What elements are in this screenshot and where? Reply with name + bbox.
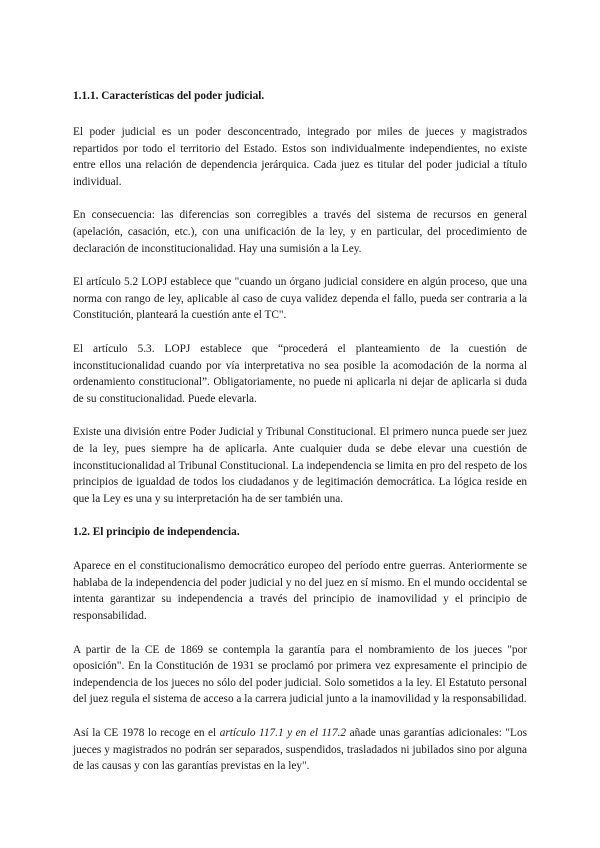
paragraph: En consecuencia: las diferencias son corregibles a través del sistema de recursos en general (apelación, casación, etc.), con una unificación de la ley, y en particular, del procedimiento de declaración de inconstitucionalidad. Hay una sumisión a la Ley.: [73, 209, 527, 255]
paragraph: Aparece en el constitucionalismo democrático europeo del período entre guerras. Anteriormente se hablaba de la independencia del poder judicial y no del juez en sí mismo. En el mundo occidental se intenta garantizar su independencia a través del principio de inamovilidad y el principio de responsabilidad.: [73, 560, 527, 623]
section-heading-1-2: 1.2. El principio de independencia.: [73, 526, 240, 539]
document-page: [73, 88, 527, 792]
paragraph: Existe una división entre Poder Judicial y Tribunal Constitucional. El primero nunca puede ser juez de la ley, pues siempre ha de aplicarla. Ante cualquier duda se debe elevar una cuestión de inconstitucionalidad al Tribunal Constitucional. La independencia se limita en pro del respeto de los principios de igualdad de todos los ciudadanos y de legitimación democrática. La lógica reside en que la Ley es una y su interpretación ha de ser también una.: [73, 426, 527, 505]
section-heading-1-1-1: 1.1.1. Características del poder judicial.: [73, 90, 265, 102]
paragraph: A partir de la CE de 1869 se contempla la garantía para el nombramiento de los jueces "por oposición". En la Constitución de 1931 se proclamó por primera vez expresamente el principio de independencia de los jueces no sólo del poder judicial. Solo sometidos a la ley. El Estatuto personal del juez regula el sistema de acceso a la carrera judicial junto a la inamovilidad y la responsabilidad.: [73, 643, 527, 706]
paragraph-text: Así la CE 1978 lo recoge en el: [73, 727, 220, 740]
article-reference: artículo 117.1 y en el 117.2: [219, 727, 347, 740]
paragraph: El artículo 5.3. LOPJ establece que “procederá el planteamiento de la cuestión de inconstitucionalidad cuando por vía interpretativa no sea posible la acomodación de la norma al ordenamiento constitucional”. Obligatoriamente, no puede ni aplicarla ni dejar de aplicarla si duda de su constitucionalidad. Puede elevarla.: [73, 342, 527, 405]
paragraph: El poder judicial es un poder desconcentrado, integrado por miles de jueces y magistrados repartidos por todo el territorio del Estado. Estos son individualmente independientes, no existe entre ellos una relación de dependencia jerárquica. Cada juez es titular del poder judicial a título individual.: [73, 126, 527, 188]
paragraph: El artículo 5.2 LOPJ establece que "cuando un órgano judicial considere en algún proceso, que una norma con rango de ley, aplicable al caso de cuya validez dependa el fallo, pueda ser contraria a la Constitución, planteará la cuestión ante el TC".: [73, 276, 527, 322]
paragraph-text: añade unas garantías adicionales: "Los jueces y magistrados no podrán ser separados, suspendidos, trasladados ni jubilados sino por alguna de las causas y con las garantías previstas en la ley".: [73, 727, 527, 773]
paragraph-with-emphasis: [73, 725, 527, 775]
